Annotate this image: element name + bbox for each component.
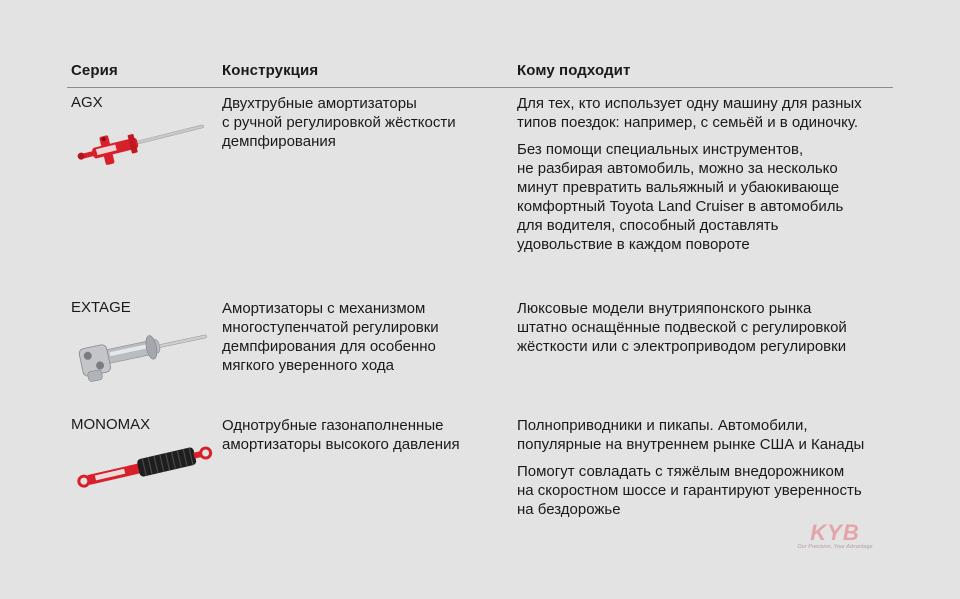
construction-text: Амортизаторы с механизмом многоступенчатой регулировки демпфирования для особенно мягкого уверенного хода [222,300,439,374]
suits-paragraph: Люксовые модели внутрияпонского рынка штатно оснащённые подвеской с регулировкой жёсткости или с электроприводом регулировки [517,300,847,355]
red-monotube-shock-with-boot-icon [74,440,216,497]
header-suits: Кому подходит [517,62,631,79]
construction-monomax [222,416,460,454]
suits-paragraph: Без помощи специальных инструментов, не разбирая автомобиль, можно за несколько минут превратить вальяжный и убаюкивающе комфортный Toyota Land Cruiser в автомобиль для водителя, способный доставлять удовольствие в каждом повороте [517,141,844,253]
silver-strut-shock-absorber-icon [74,320,214,387]
suits-paragraph: Помогут совладать с тяжёлым внедорожником на скоростном шоссе и гарантируют уверенность на бездорожье [517,463,862,518]
construction-extage [222,299,439,375]
series-monomax: MONOMAX [71,416,151,433]
construction-agx [222,94,456,151]
suits-agx [517,94,862,254]
red-strut-shock-absorber-icon [72,118,212,175]
header-series: Серия [71,62,118,79]
logo-mark: KYB [810,520,860,545]
header-divider [67,87,893,88]
suits-monomax [517,416,864,519]
suits-paragraph: Полноприводники и пикапы. Автомобили, популярные на внутреннем рынке США и Канады [517,417,865,453]
series-agx: AGX [71,94,103,111]
construction-text: Двухтрубные амортизаторы с ручной регулировкой жёсткости демпфирования [222,95,456,150]
suits-extage [517,299,847,356]
logo-tagline: Our Precision, Your Advantage [797,544,873,550]
header-construction: Конструкция [222,62,319,79]
construction-text: Однотрубные газонаполненные амортизаторы высокого давления [222,417,460,453]
kyb-logo [790,520,880,550]
suits-paragraph: Для тех, кто использует одну машину для разных типов поездок: например, с семьёй и в одиночку. [517,95,862,131]
series-extage: EXTAGE [71,299,131,316]
